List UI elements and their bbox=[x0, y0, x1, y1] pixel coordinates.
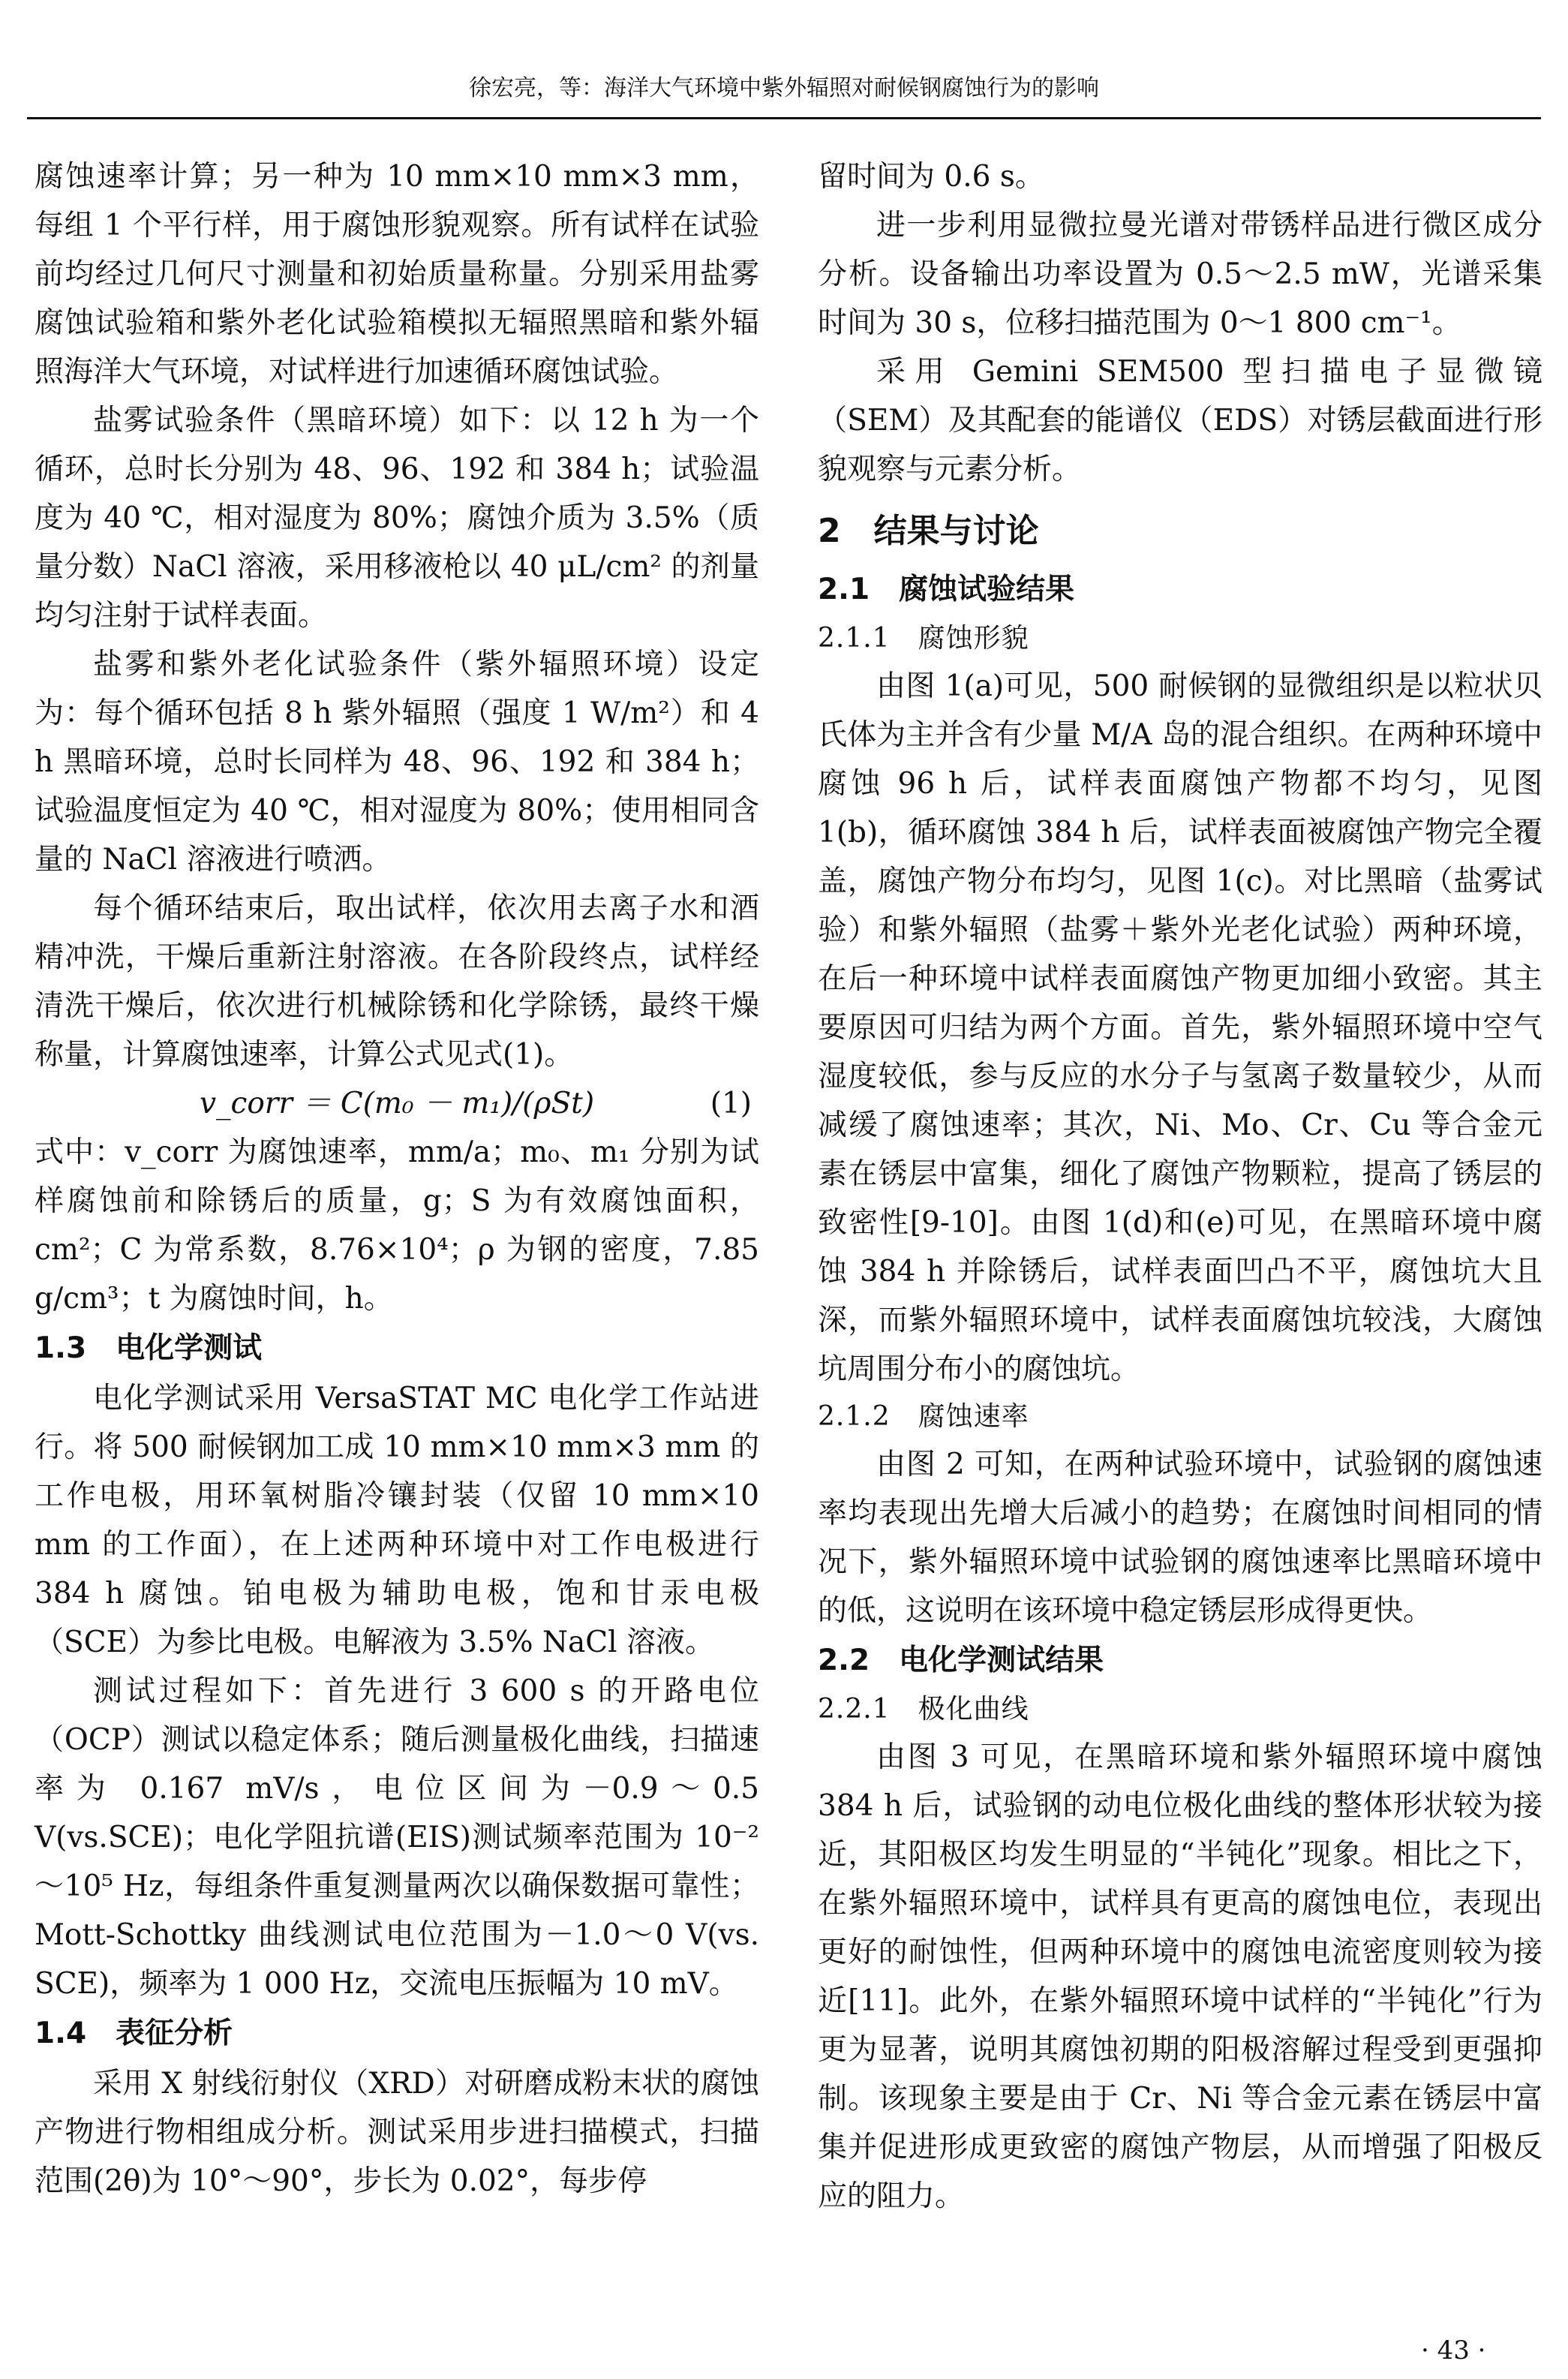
left-column bbox=[35, 152, 759, 2206]
equation: v_corr ＝ C(m₀ － m₁)/(ρSt) bbox=[199, 1087, 595, 1120]
paragraph: 测试过程如下：首先进行 3 600 s 的开路电位（OCP）测试以稳定体系；随后测量极化曲线，扫描速率为 0.167 mV/s，电位区间为－0.9～0.5 V(vs.SCE)；电化学阻抗谱(EIS)测试频率范围为 10⁻²～10⁵ Hz，每组条件重复测量两次以确保数据可靠性；Mott-Schottky 曲线测试电位范围为－1.0～0 V(vs. SCE)，频率为 1 000 Hz，交流电压振幅为 10 mV。 bbox=[35, 1674, 759, 2001]
subsection-heading: 2.2 电化学测试结果 bbox=[818, 1644, 1104, 1677]
subsubsection-heading: 2.1.1 腐蚀形貌 bbox=[818, 623, 1029, 654]
page-number: · 43 · bbox=[1421, 2335, 1486, 2365]
paragraph: 每个循环结束后，取出试样，依次用去离子水和酒精冲洗，干燥后重新注射溶液。在各阶段终点，试样经清洗干燥后，依次进行机械除锈和化学除锈，最终干燥称量，计算腐蚀速率，计算公式见式(1)。 bbox=[35, 892, 759, 1072]
paragraph: 盐雾和紫外老化试验条件（紫外辐照环境）设定为：每个循环包括 8 h 紫外辐照（强度 1 W/m²）和 4 h 黑暗环境，总时长同样为 48、96、192 和 384 h；试验温度恒定为 40 ℃，相对湿度为 80%；使用相同含量的 NaCl 溶液进行喷洒。 bbox=[35, 648, 759, 877]
running-header bbox=[27, 0, 1541, 119]
paragraph: 盐雾试验条件（黑暗环境）如下：以 12 h 为一个循环，总时长分别为 48、96、192 和 384 h；试验温度为 40 ℃，相对湿度为 80%；腐蚀介质为 3.5%（质量分数）NaCl 溶液，采用移液枪以 40 μL/cm² 的剂量均匀注射于试样表面。 bbox=[35, 404, 759, 633]
paragraph: 留时间为 0.6 s。 bbox=[818, 160, 1044, 194]
paragraph: 进一步利用显微拉曼光谱对带锈样品进行微区成分分析。设备输出功率设置为 0.5～2.5 mW，光谱采集时间为 30 s，位移扫描范围为 0～1 800 cm⁻¹。 bbox=[818, 209, 1542, 340]
equation-row bbox=[35, 1079, 759, 1128]
paragraph: 式中：v_corr 为腐蚀速率，mm/a；m₀、m₁ 分别为试样腐蚀前和除锈后的质量，g；S 为有效腐蚀面积，cm²；C 为常系数，8.76×10⁴；ρ 为钢的密度，7.85 g/cm³；t 为腐蚀时间，h。 bbox=[35, 1135, 759, 1316]
paragraph: 电化学测试采用 VersaSTAT MC 电化学工作站进行。将 500 耐候钢加工成 10 mm×10 mm×3 mm 的工作电极，用环氧树脂冷镶封装（仅留 10 mm×10 mm 的工作面），在上述两种环境中对工作电极进行 384 h 腐蚀。铂电极为辅助电极，饱和甘汞电极（SCE）为参比电极。电解液为 3.5% NaCl 溶液。 bbox=[35, 1382, 759, 1659]
paragraph: 由图 1(a)可见，500 耐候钢的显微组织是以粒状贝氏体为主并含有少量 M/A 岛的混合组织。在两种环境中腐蚀 96 h 后，试样表面腐蚀产物都不均匀，见图 1(b)，循环腐蚀 384 h 后，试样表面被腐蚀产物完全覆盖，腐蚀产物分布均匀，见图 1(c)。对比黑暗（盐雾试验）和紫外辐照（盐雾＋紫外光老化试验）两种环境，在后一种环境中试样表面腐蚀产物更加细小致密。其主要原因可归结为两个方面。首先，紫外辐照环境中空气湿度较低，参与反应的水分子与氢离子数量较少，从而减缓了腐蚀速率；其次，Ni、Mo、Cr、Cu 等合金元素在锈层中富集，细化了腐蚀产物颗粒，提高了锈层的致密性[9-10]。由图 1(d)和(e)可见，在黑暗环境中腐蚀 384 h 并除锈后，试样表面凹凸不平，腐蚀坑大且深，而紫外辐照环境中，试样表面腐蚀坑较浅，大腐蚀坑周围分布小的腐蚀坑。 bbox=[818, 669, 1542, 1386]
subsubsection-heading: 2.2.1 极化曲线 bbox=[818, 1694, 1029, 1725]
section-heading: 2 结果与讨论 bbox=[818, 512, 1039, 550]
section-heading: 1.3 电化学测试 bbox=[35, 1331, 263, 1365]
subsubsection-heading: 2.1.2 腐蚀速率 bbox=[818, 1401, 1029, 1432]
paragraph: 由图 2 可知，在两种试验环境中，试验钢的腐蚀速率均表现出先增大后减小的趋势；在腐蚀时间相同的情况下，紫外辐照环境中试验钢的腐蚀速率比黑暗环境中的低，这说明在该环境中稳定锈层形成得更快。 bbox=[818, 1448, 1542, 1628]
paragraph: 采用 X 射线衍射仪（XRD）对研磨成粉末状的腐蚀产物进行物相组成分析。测试采用步进扫描模式，扫描范围(2θ)为 10°～90°，步长为 0.02°，每步停 bbox=[35, 2067, 759, 2198]
section-heading: 1.4 表征分析 bbox=[35, 2017, 233, 2050]
paragraph: 腐蚀速率计算；另一种为 10 mm×10 mm×3 mm，每组 1 个平行样，用于腐蚀形貌观察。所有试样在试验前均经过几何尺寸测量和初始质量称量。分别采用盐雾腐蚀试验箱和紫外老化试验箱模拟无辐照黑暗和紫外辐照海洋大气环境，对试样进行加速循环腐蚀试验。 bbox=[35, 160, 759, 389]
paragraph: 由图 3 可见，在黑暗环境和紫外辐照环境中腐蚀 384 h 后，试验钢的动电位极化曲线的整体形状较为接近，其阳极区均发生明显的“半钝化”现象。相比之下，在紫外辐照环境中，试样具有更高的腐蚀电位，表现出更好的耐蚀性，但两种环境中的腐蚀电流密度则较为接近[11]。此外，在紫外辐照环境中试样的“半钝化”行为更为显著，说明其腐蚀初期的阳极溶解过程受到更强抑制。该现象主要是由于 Cr、Ni 等合金元素在锈层中富集并促进形成更致密的腐蚀产物层，从而增强了阳极反应的阻力。 bbox=[818, 1740, 1542, 2213]
equation-number: (1) bbox=[710, 1087, 752, 1120]
right-column bbox=[818, 152, 1542, 2221]
running-header-title: 徐宏亮，等：海洋大气环境中紫外辐照对耐候钢腐蚀行为的影响 bbox=[469, 75, 1099, 101]
subsection-heading: 2.1 腐蚀试验结果 bbox=[818, 573, 1075, 606]
paragraph: 采用 Gemini SEM500 型扫描电子显微镜（SEM）及其配套的能谱仪（EDS）对锈层截面进行形貌观察与元素分析。 bbox=[818, 355, 1542, 486]
